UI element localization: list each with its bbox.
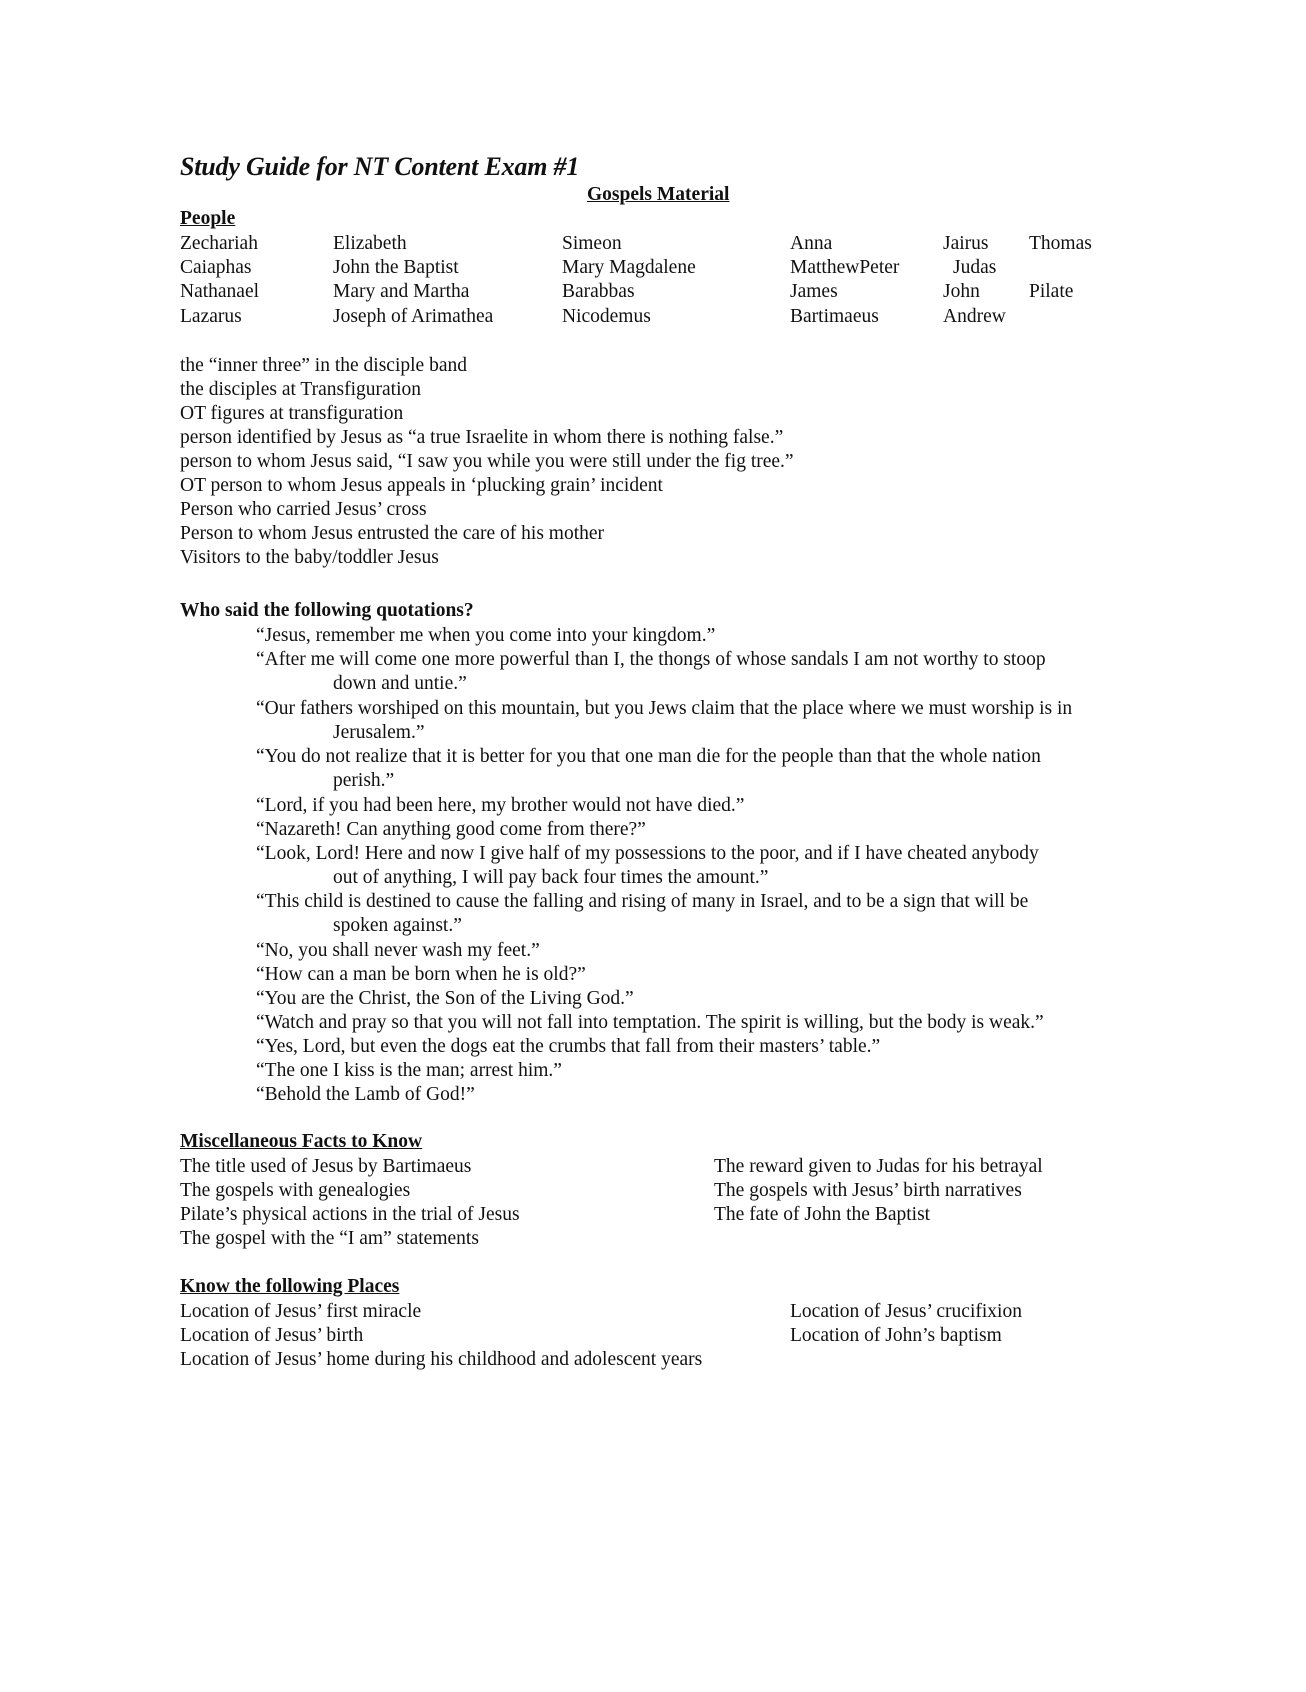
person-name: Nicodemus: [562, 306, 651, 327]
person-name: Andrew: [943, 306, 1006, 327]
person-name: Lazarus: [180, 306, 242, 327]
misc-item: The gospels with Jesus’ birth narratives: [714, 1180, 1022, 1201]
quote-continuation: down and untie.”: [333, 673, 467, 694]
quote-text: “The one I kiss is the man; arrest him.”: [256, 1060, 562, 1081]
person-name: Barabbas: [562, 281, 635, 302]
person-name: John: [943, 281, 980, 302]
quote-item: [256, 1083, 1156, 1107]
person-name: Jairus: [943, 233, 989, 254]
quote-item: [256, 963, 1156, 987]
person-name: Elizabeth: [333, 233, 407, 254]
place-item: Location of Jesus’ first miracle: [180, 1301, 422, 1322]
quote-item: [256, 745, 1156, 793]
quote-text: “Watch and pray so that you will not fall into temptation. The spirit is willing, but the body is weak.”: [256, 1012, 1044, 1033]
place-item: Location of Jesus’ birth: [180, 1325, 364, 1346]
place-item: Location of Jesus’ home during his childhood and adolescent years: [180, 1349, 703, 1370]
misc-left-list: [180, 1155, 520, 1251]
person-name: Simeon: [562, 233, 622, 254]
identify-list: [180, 354, 794, 570]
misc-item: The gospel with the “I am” statements: [180, 1228, 479, 1249]
person-name: John the Baptist: [333, 257, 459, 278]
quote-text: “You do not realize that it is better for you that one man die for the people than that the whole nation: [256, 746, 1041, 767]
misc-item: Pilate’s physical actions in the trial of Jesus: [180, 1204, 520, 1225]
misc-item: The fate of John the Baptist: [714, 1204, 931, 1225]
person-name: Nathanael: [180, 281, 260, 302]
person-name: James: [790, 281, 838, 302]
quote-item: [256, 794, 1156, 818]
person-name: Mary Magdalene: [562, 257, 696, 278]
identify-item: Person who carried Jesus’ cross: [180, 499, 427, 520]
places-heading: Know the following Places: [180, 1276, 400, 1297]
quote-item: [256, 939, 1156, 963]
quote-item: [256, 697, 1156, 745]
quote-continuation: spoken against.”: [333, 915, 462, 936]
place-item: Location of Jesus’ crucifixion: [790, 1301, 1022, 1322]
identify-item: the “inner three” in the disciple band: [180, 355, 467, 376]
person-name: Bartimaeus: [790, 306, 879, 327]
quote-text: “You are the Christ, the Son of the Living God.”: [256, 988, 634, 1009]
people-heading: People: [180, 208, 236, 229]
person-name: MatthewPeter: [790, 257, 900, 278]
person-name: Zechariah: [180, 233, 258, 254]
page-title: Study Guide for NT Content Exam #1: [180, 152, 580, 181]
person-name: Caiaphas: [180, 257, 252, 278]
person-name: Anna: [790, 233, 833, 254]
person-name: Mary and Martha: [333, 281, 470, 302]
person-name: Pilate: [1029, 281, 1074, 302]
quote-text: “How can a man be born when he is old?”: [256, 964, 586, 985]
quote-item: [256, 1059, 1156, 1083]
quote-text: “No, you shall never wash my feet.”: [256, 940, 540, 961]
quote-item: [256, 1011, 1156, 1035]
quote-text: “This child is destined to cause the falling and rising of many in Israel, and to be a sign that will be: [256, 891, 1029, 912]
identify-item: the disciples at Transfiguration: [180, 379, 422, 400]
misc-heading: Miscellaneous Facts to Know: [180, 1131, 423, 1152]
person-name: Judas: [953, 257, 997, 278]
quote-item: [256, 818, 1156, 842]
misc-right-list: [714, 1155, 1043, 1227]
misc-item: The reward given to Judas for his betrayal: [714, 1156, 1043, 1177]
identify-item: OT figures at transfiguration: [180, 403, 404, 424]
quotes-heading: Who said the following quotations?: [180, 600, 474, 621]
quote-continuation: out of anything, I will pay back four times the amount.”: [333, 867, 769, 888]
place-item: Location of John’s baptism: [790, 1325, 1002, 1346]
quote-item: [256, 1035, 1156, 1059]
misc-item: The gospels with genealogies: [180, 1180, 411, 1201]
quote-item: [256, 890, 1156, 938]
identify-item: person to whom Jesus said, “I saw you while you were still under the fig tree.”: [180, 451, 794, 472]
quote-text: “Jesus, remember me when you come into your kingdom.”: [256, 625, 716, 646]
quote-text: “Look, Lord! Here and now I give half of my possessions to the poor, and if I have cheated anybody: [256, 843, 1039, 864]
quote-text: “Yes, Lord, but even the dogs eat the crumbs that fall from their masters’ table.”: [256, 1036, 881, 1057]
quote-item: [256, 842, 1156, 890]
person-name: Thomas: [1029, 233, 1092, 254]
quote-item: [256, 624, 1156, 648]
quote-continuation: Jerusalem.”: [333, 722, 425, 743]
misc-item: The title used of Jesus by Bartimaeus: [180, 1156, 472, 1177]
places-left-list: [180, 1300, 702, 1372]
identify-item: OT person to whom Jesus appeals in ‘plucking grain’ incident: [180, 475, 663, 496]
identify-item: person identified by Jesus as “a true Israelite in whom there is nothing false.”: [180, 427, 784, 448]
quote-text: “Behold the Lamb of God!”: [256, 1084, 475, 1105]
identify-item: Visitors to the baby/toddler Jesus: [180, 547, 439, 568]
quote-item: [256, 648, 1156, 696]
quote-text: “After me will come one more powerful than I, the thongs of whose sandals I am not worthy to stoop: [256, 649, 1046, 670]
places-right-list: [790, 1300, 1022, 1348]
quote-continuation: perish.”: [333, 770, 395, 791]
person-name: Joseph of Arimathea: [333, 306, 494, 327]
page-subtitle: Gospels Material: [587, 184, 730, 205]
quote-text: “Lord, if you had been here, my brother would not have died.”: [256, 795, 745, 816]
quote-item: [256, 987, 1156, 1011]
quote-text: “Our fathers worshiped on this mountain, but you Jews claim that the place where we must worship is in: [256, 698, 1073, 719]
quote-text: “Nazareth! Can anything good come from there?”: [256, 819, 646, 840]
identify-item: Person to whom Jesus entrusted the care of his mother: [180, 523, 605, 544]
